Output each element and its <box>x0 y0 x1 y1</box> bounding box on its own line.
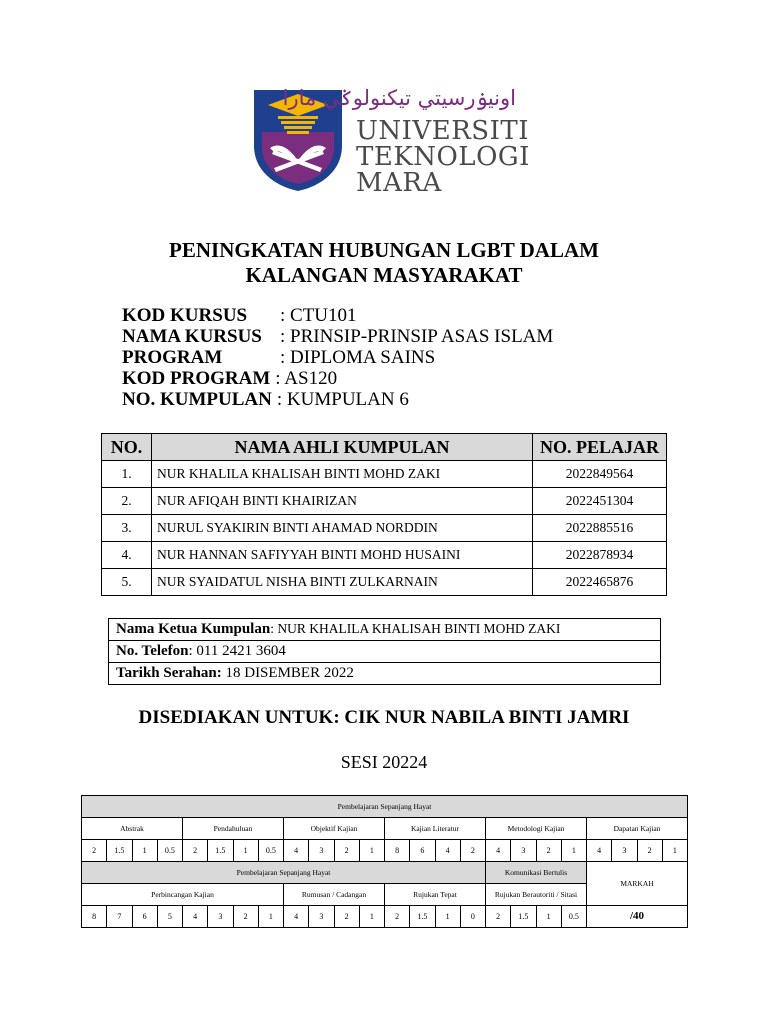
score-cell: 2 <box>460 840 485 862</box>
score-cell: 0.5 <box>258 840 283 862</box>
score-cell: 1 <box>662 840 687 862</box>
info-label: NAMA KURSUS <box>122 326 262 347</box>
date-cell <box>109 663 661 685</box>
member-no: 1. <box>102 461 152 488</box>
criteria-metodologi: Metodologi Kajian <box>486 818 587 840</box>
member-student-id: 2022451304 <box>533 488 667 515</box>
info-label: PROGRAM <box>122 347 223 368</box>
score-cell: 2 <box>486 906 511 928</box>
info-row-kod-program <box>122 368 553 389</box>
criteria-perbincangan: Perbincangan Kajian <box>82 884 284 906</box>
score-cell: 2 <box>82 840 107 862</box>
score-cell: 4 <box>486 840 511 862</box>
leader-label: Nama Ketua Kumpulan <box>116 621 271 637</box>
score-cell: 4 <box>587 840 612 862</box>
markah-label: MARKAH <box>587 862 688 906</box>
score-cell: 1 <box>258 906 283 928</box>
score-cell: 1 <box>435 906 460 928</box>
score-cell: 6 <box>410 840 435 862</box>
score-cell: 5 <box>157 906 182 928</box>
total-marks: /40 <box>587 906 688 928</box>
member-no: 5. <box>102 569 152 596</box>
table-row <box>102 515 667 542</box>
score-cell: 3 <box>511 840 536 862</box>
info-value: : CTU101 <box>280 305 357 326</box>
score-cell: 3 <box>309 840 334 862</box>
info-value: : KUMPULAN 6 <box>276 389 409 410</box>
score-cell: 4 <box>284 840 309 862</box>
logo-line-teknologi: TEKNOLOGI <box>356 142 530 172</box>
score-cell: 1 <box>536 906 561 928</box>
score-cell: 6 <box>132 906 157 928</box>
uitm-logo <box>252 86 530 198</box>
leader-info-table <box>108 618 661 685</box>
criteria-rujukan-tepat: Rujukan Tepat <box>385 884 486 906</box>
score-cell: 2 <box>334 840 359 862</box>
info-row-nama-kursus <box>122 326 553 347</box>
info-value: : PRINSIP-PRINSIP ASAS ISLAM <box>280 326 554 347</box>
criteria-sitasi: Rujukan Berautoriti / Sitasi <box>486 884 587 906</box>
score-cell: 2 <box>233 906 258 928</box>
rubric-header-row-2 <box>82 862 688 884</box>
score-cell: 1.5 <box>107 840 132 862</box>
table-row <box>102 569 667 596</box>
member-name: NUR AFIQAH BINTI KHAIRIZAN <box>152 488 533 515</box>
member-student-id: 2022885516 <box>533 515 667 542</box>
score-cell: 4 <box>183 906 208 928</box>
info-label: NO. KUMPULAN <box>122 389 272 410</box>
criteria-literatur: Kajian Literatur <box>385 818 486 840</box>
info-label: KOD KURSUS <box>122 305 248 326</box>
date-row <box>109 663 661 685</box>
leader-cell <box>109 619 661 641</box>
jawi-name: اونيۏرسيتي تيكنولوݢي مارا <box>282 86 516 110</box>
prepared-for: DISEDIAKAN UNTUK: CIK NUR NABILA BINTI JAMRI <box>138 707 630 728</box>
score-cell: 2 <box>334 906 359 928</box>
score-cell: 1.5 <box>511 906 536 928</box>
logo-line-universiti: UNIVERSITI <box>356 116 529 146</box>
info-row-kod-kursus <box>122 305 553 326</box>
score-cell: 2 <box>183 840 208 862</box>
score-cell: 2 <box>637 840 662 862</box>
leader-row <box>109 619 661 641</box>
session: SESI 20224 <box>340 752 428 772</box>
member-name: NUR HANNAN SAFIYYAH BINTI MOHD HUSAINI <box>152 542 533 569</box>
table-row <box>102 488 667 515</box>
info-value: : DIPLOMA SAINS <box>280 347 436 368</box>
member-no: 2. <box>102 488 152 515</box>
score-cell: 7 <box>107 906 132 928</box>
table-row <box>102 542 667 569</box>
member-student-id: 2022849564 <box>533 461 667 488</box>
col-header-no: NO. <box>102 434 152 461</box>
course-info <box>122 305 553 410</box>
title-line-1: PENINGKATAN HUBUNGAN LGBT DALAM <box>169 238 599 262</box>
col-header-name: NAMA AHLI KUMPULAN <box>152 434 533 461</box>
rubric-table <box>81 795 688 928</box>
score-cell: 8 <box>82 906 107 928</box>
criteria-objektif: Objektif Kajian <box>284 818 385 840</box>
member-name: NURUL SYAKIRIN BINTI AHAMAD NORDDIN <box>152 515 533 542</box>
phone-value: : 011 2421 3604 <box>188 643 286 659</box>
score-cell: 4 <box>435 840 460 862</box>
score-cell: 3 <box>612 840 637 862</box>
score-cell: 1.5 <box>208 840 233 862</box>
criteria-dapatan: Dapatan Kajian <box>587 818 688 840</box>
member-student-id: 2022878934 <box>533 542 667 569</box>
phone-label: No. Telefon <box>116 643 189 659</box>
info-label: KOD PROGRAM <box>122 368 271 389</box>
score-cell: 4 <box>284 906 309 928</box>
score-cell: 1 <box>561 840 586 862</box>
phone-row <box>109 641 661 663</box>
report-title <box>0 238 768 288</box>
criteria-rumusan: Rumusan / Cadangan <box>284 884 385 906</box>
score-cell: 0.5 <box>157 840 182 862</box>
phone-cell <box>109 641 661 663</box>
score-cell: 8 <box>385 840 410 862</box>
date-label: Tarikh Serahan: <box>116 665 222 681</box>
member-no: 3. <box>102 515 152 542</box>
score-cell: 1 <box>233 840 258 862</box>
logo-line-mara: MARA <box>356 168 442 198</box>
info-value: : AS120 <box>275 368 338 389</box>
score-cell: 1 <box>359 906 384 928</box>
score-cell: 1 <box>132 840 157 862</box>
member-no: 4. <box>102 542 152 569</box>
score-cell: 2 <box>536 840 561 862</box>
score-cell: 0 <box>460 906 485 928</box>
rubric-header-written-comm: Komunikasi Bertulis <box>486 862 587 884</box>
members-table <box>101 433 667 596</box>
members-header-row <box>102 434 667 461</box>
leader-value: : NUR KHALILA KHALISAH BINTI MOHD ZAKI <box>270 621 561 636</box>
member-student-id: 2022465876 <box>533 569 667 596</box>
rubric-criteria-row-1 <box>82 818 688 840</box>
col-header-student-id: NO. PELAJAR <box>533 434 667 461</box>
score-cell: 2 <box>385 906 410 928</box>
info-row-program <box>122 347 553 368</box>
score-cell: 0.5 <box>561 906 586 928</box>
title-line-2: KALANGAN MASYARAKAT <box>245 263 523 287</box>
score-cell: 1.5 <box>410 906 435 928</box>
rubric-score-row-2 <box>82 906 688 928</box>
date-value: 18 DISEMBER 2022 <box>221 665 354 681</box>
info-row-no-kumpulan <box>122 389 553 410</box>
rubric-header-lifelong: Pembelajaran Sepanjang Hayat <box>82 796 688 818</box>
criteria-abstrak: Abstrak <box>82 818 183 840</box>
member-name: NUR SYAIDATUL NISHA BINTI ZULKARNAIN <box>152 569 533 596</box>
score-cell: 3 <box>208 906 233 928</box>
rubric-header-row-1 <box>82 796 688 818</box>
score-cell: 3 <box>309 906 334 928</box>
score-cell: 1 <box>359 840 384 862</box>
rubric-score-row-1 <box>82 840 688 862</box>
member-name: NUR KHALILA KHALISAH BINTI MOHD ZAKI <box>152 461 533 488</box>
rubric-header-lifelong-2: Pembelajaran Sepanjang Hayat <box>82 862 486 884</box>
criteria-pendahuluan: Pendahuluan <box>183 818 284 840</box>
table-row <box>102 461 667 488</box>
